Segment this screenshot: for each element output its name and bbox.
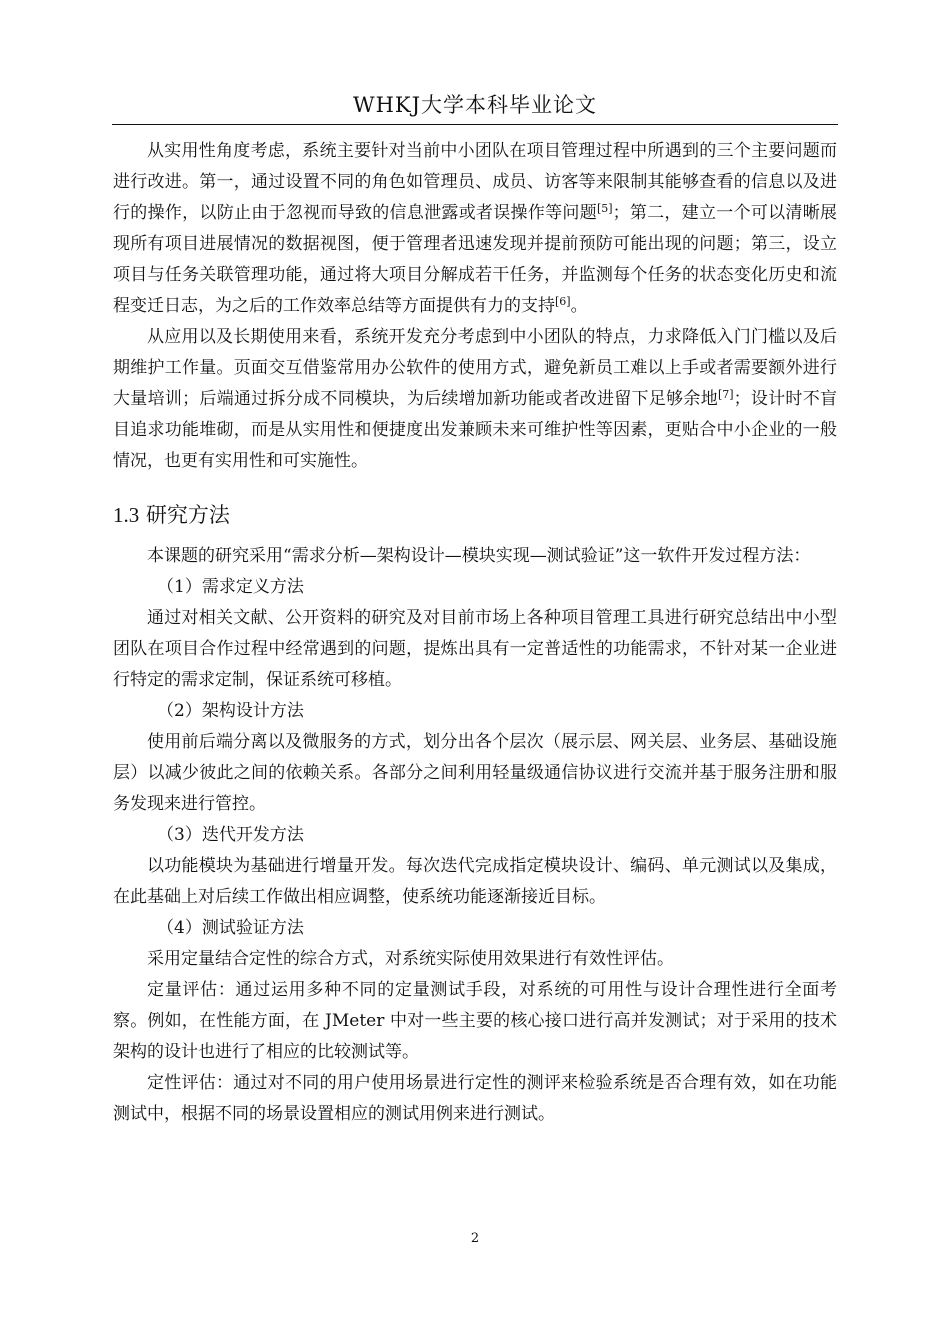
section-heading [113, 499, 837, 531]
method-4-title: （4）测试验证方法 [157, 918, 304, 938]
quantitative-evaluation: 定量评估：通过运用多种不同的定量测试手段，对系统的可用性与设计合理性进行全面考察。例如，在性能方面，在 JMeter 中对一些主要的核心接口进行高并发测试；对于采用的技术架构的设计也进行了相应的比较测试等。 [113, 980, 837, 1062]
method-3-title: （3）迭代开发方法 [157, 825, 304, 845]
qualitative-evaluation: 定性评估：通过对不同的用户使用场景进行定性的测评来检验系统是否合理有效，如在功能测试中，根据不同的场景设置相应的测试用例来进行测试。 [113, 1073, 837, 1124]
citation-7[interactable]: [7] [717, 388, 734, 401]
running-header: WHKJ大学本科毕业论文 [352, 93, 597, 117]
header-rule [112, 124, 838, 125]
page-content [113, 136, 837, 1130]
paragraph-text: 。 [570, 296, 588, 316]
paragraph-text: ；第二，建立一个可以清晰展现所有项目进展情况的数据视图，便于管理者迅速发现并提前预防可能出现的问题；第三，设立项目与任务关联管理功能，通过将大项目分解成若干任务，并监测每个任务的状态变化历史和流程变迁日志，为之后的工作效率总结等方面提供有力的支持 [113, 203, 837, 316]
paragraph-text: 从应用以及长期使用来看，系统开发充分考虑到中小团队的特点，力求降低入门门槛以及后期维护工作量。页面交互借鉴常用办公软件的使用方式，避免新员工难以上手或者需要额外进行大量培训；后端通过拆分成不同模块，为后续增加新功能或者改进留下足够余地 [113, 327, 837, 409]
method-2-title: （2）架构设计方法 [157, 701, 304, 721]
page-number: 2 [470, 1231, 480, 1246]
method-4-text: 采用定量结合定性的综合方式，对系统实际使用效果进行有效性评估。 [147, 949, 674, 969]
paragraph-long-term-use [113, 322, 837, 477]
section-title: 研究方法 [145, 503, 230, 527]
citation-5[interactable]: [5] [596, 202, 613, 215]
method-3-text: 以功能模块为基础进行增量开发。每次迭代完成指定模块设计、编码、单元测试以及集成，在此基础上对后续工作做出相应调整，使系统功能逐渐接近目标。 [113, 856, 837, 907]
paragraph-practicality [113, 136, 837, 322]
method-2-text: 使用前后端分离以及微服务的方式，划分出各个层次（展示层、网关层、业务层、基础设施层）以减少彼此之间的依赖关系。各部分之间利用轻量级通信协议进行交流并基于服务注册和服务发现来进行管控。 [113, 732, 837, 814]
section-intro: 本课题的研究采用“需求分析—架构设计—模块实现—测试验证”这一软件开发过程方法： [147, 546, 811, 566]
method-1-title: （1）需求定义方法 [157, 577, 304, 597]
citation-6[interactable]: [6] [555, 295, 571, 308]
paragraph-text: ；设计时不盲目追求功能堆砌，而是从实用性和便捷度出发兼顾未来可维护性等因素，更贴合中小企业的一般情况，也更有实用性和可实施性。 [113, 389, 838, 471]
section-number: 1.3 [113, 503, 140, 527]
paragraph-text: 从实用性角度考虑，系统主要针对当前中小团队在项目管理过程中所遇到的三个主要问题而进行改进。第一，通过设置不同的角色如管理员、成员、访客等来限制其能够查看的信息以及进行的操作，以防止由于忽视而导致的信息泄露或者误操作等问题 [113, 141, 837, 223]
method-1-text: 通过对相关文献、公开资料的研究及对目前市场上各种项目管理工具进行研究总结出中小型团队在项目合作过程中经常遇到的问题，提炼出具有一定普适性的功能需求，不针对某一企业进行特定的需求定制，保证系统可移植。 [113, 608, 837, 690]
